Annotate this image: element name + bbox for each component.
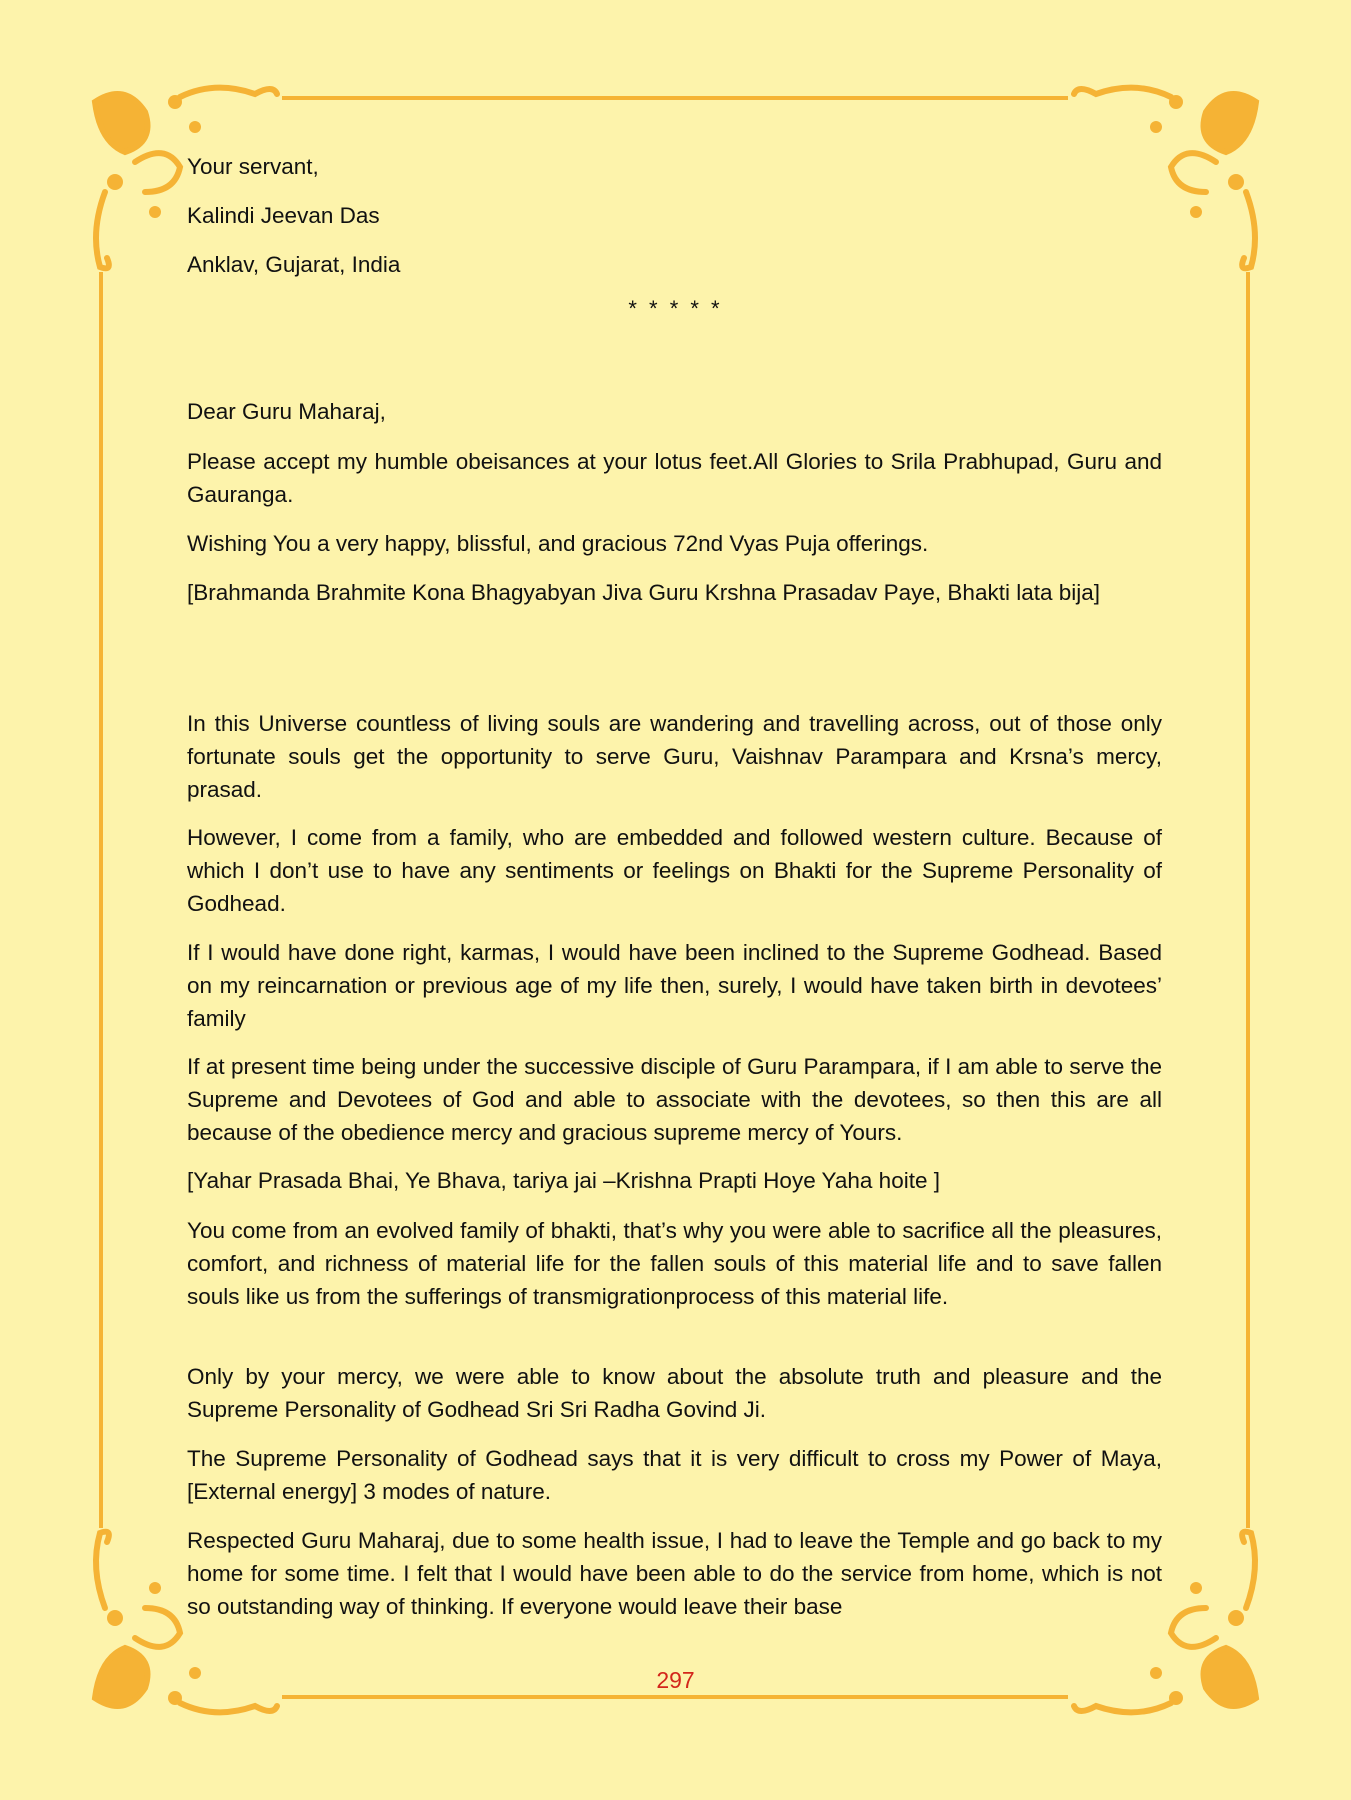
paragraph: [Brahmanda Brahmite Kona Bhagyabyan Jiva Guru Krshna Prasadav Paye, Bhakti lata bija] [187, 580, 1101, 605]
author-location: Anklav, Gujarat, India [187, 252, 401, 277]
paragraph: Wishing You a very happy, blissful, and gracious 72nd Vyas Puja offerings. [187, 531, 929, 556]
border-right [1246, 272, 1250, 1528]
section-separator: * * * * * [628, 296, 723, 321]
paragraph: [Yahar Prasada Bhai, Ye Bhava, tariya jai –Krishna Prapti Hoye Yaha hoite ] [187, 1168, 940, 1193]
border-top [282, 96, 1068, 100]
author-name: Kalindi Jeevan Das [187, 203, 380, 228]
paragraph: If I would have done right, karmas, I would have been inclined to the Supreme Godhead. Based on my reincarnation or previous age of my life then, surely, I would have taken birth in devotees’ family [187, 940, 1162, 1031]
salutation: Dear Guru Maharaj, [187, 399, 386, 424]
paragraph: Please accept my humble obeisances at your lotus feet.All Glories to Srila Prabhupad, Guru and Gauranga. [187, 449, 1162, 507]
paragraph: If at present time being under the successive disciple of Guru Parampara, if I am able to serve the Supreme and Devotees of God and able to associate with the devotees, so then this are all because of the obedience mercy and gracious supreme mercy of Yours. [187, 1054, 1162, 1145]
border-left [99, 272, 103, 1528]
closing-line: Your servant, [187, 154, 319, 179]
paragraph: In this Universe countless of living souls are wandering and travelling across, out of those only fortunate souls get the opportunity to serve Guru, Vaishnav Parampara and Krsna’s mercy, prasad. [187, 711, 1162, 802]
paragraph: You come from an evolved family of bhakti, that’s why you were able to sacrifice all the pleasures, comfort, and richness of material life for the fallen souls of this material life and to save fallen souls like us from the sufferings of transmigrationprocess of this material life. [187, 1218, 1162, 1309]
paragraph: Only by your mercy, we were able to know about the absolute truth and pleasure and the Supreme Personality of Godhead Sri Sri Radha Govind Ji. [187, 1364, 1162, 1422]
border-bottom [282, 1695, 1068, 1699]
paragraph: Respected Guru Maharaj, due to some health issue, I had to leave the Temple and go back to my home for some time. I felt that I would have been able to do the service from home, which is not so outstanding way of thinking. If everyone would leave their base [187, 1528, 1162, 1619]
page-number: 297 [656, 1667, 695, 1693]
paragraph: The Supreme Personality of Godhead says that it is very difficult to cross my Power of Maya, [External energy] 3 modes of nature. [187, 1446, 1162, 1504]
paragraph: However, I come from a family, who are embedded and followed western culture. Because of which I don’t use to have any sentiments or feelings on Bhakti for the Supreme Personality of Godhead. [187, 825, 1162, 916]
